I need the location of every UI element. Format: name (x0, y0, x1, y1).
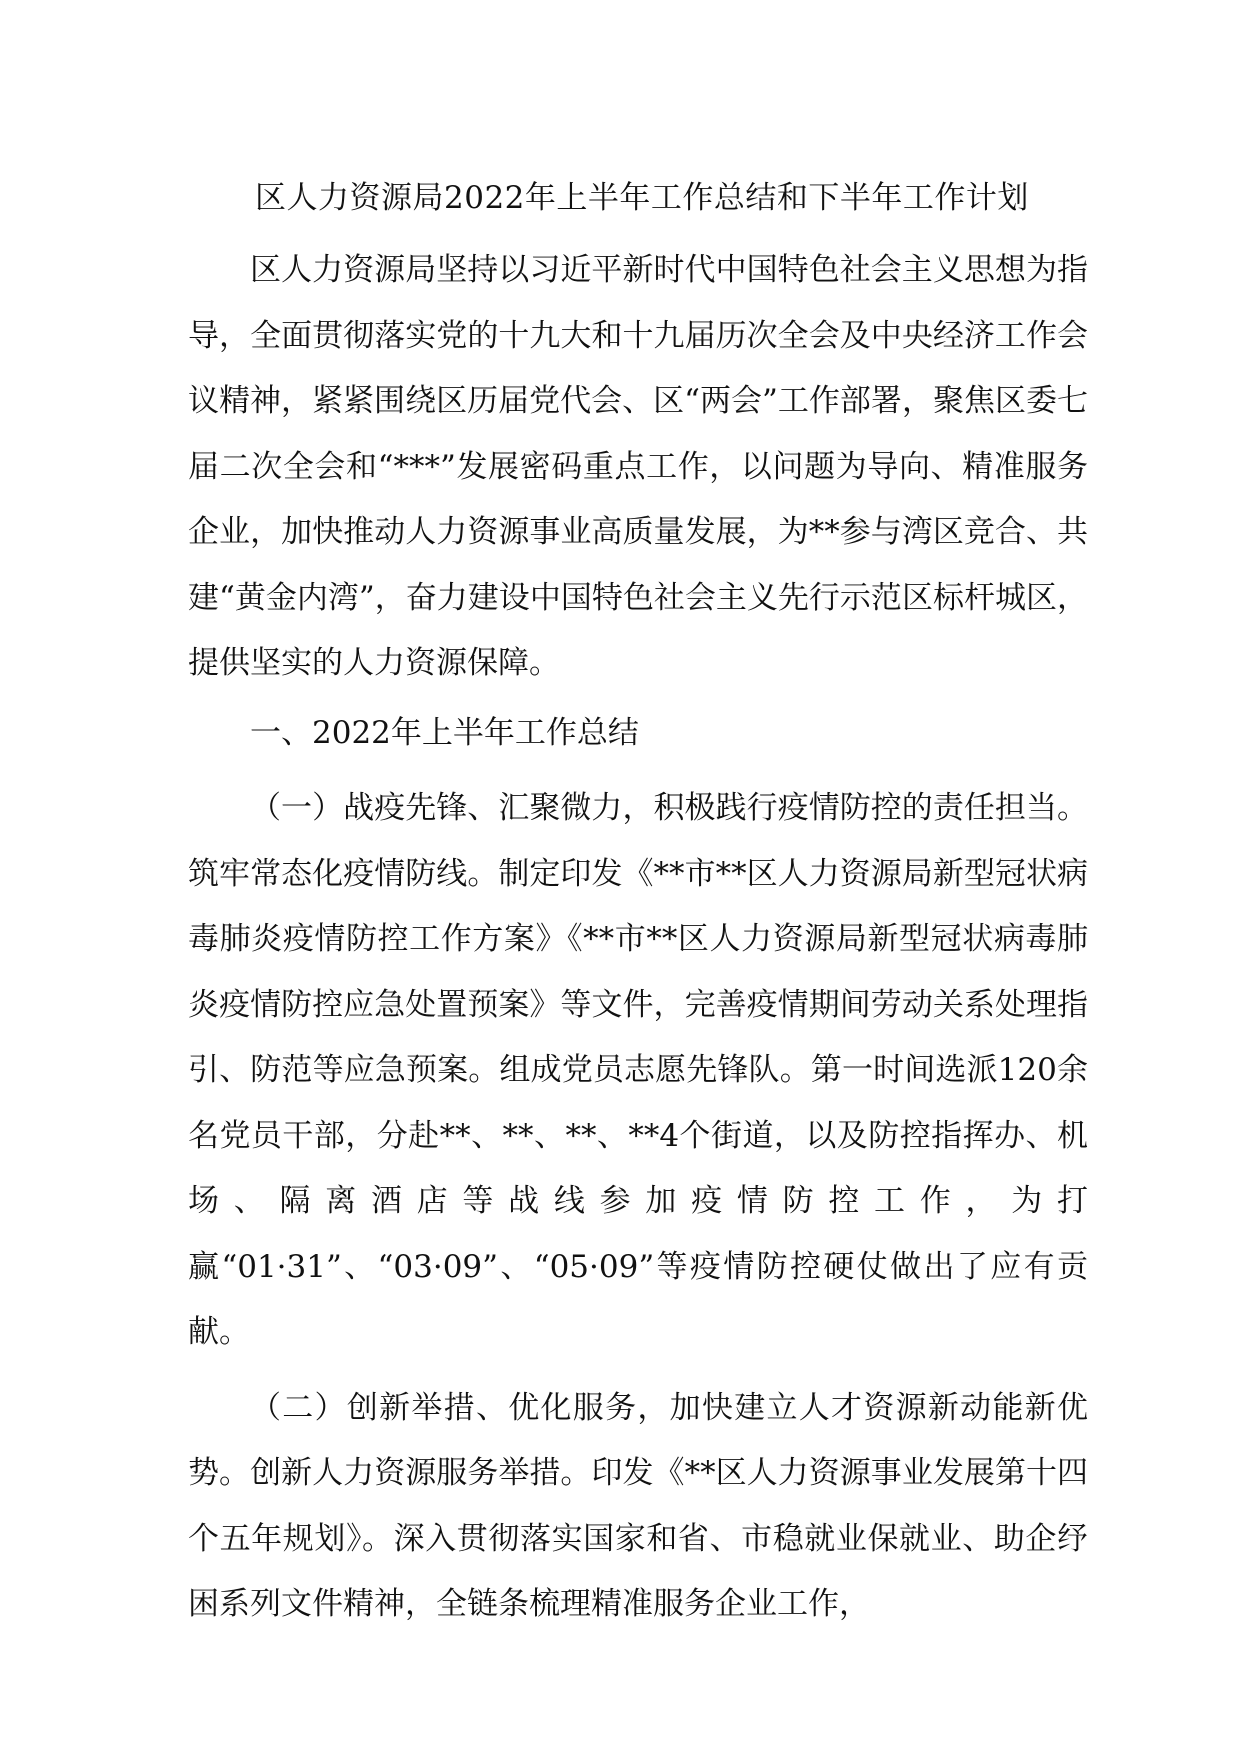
document-title: 区人力资源局2022年上半年工作总结和下半年工作计划 (255, 180, 1029, 216)
intro-paragraph: 区人力资源局坚持以习近平新时代中国特色社会主义思想为指导，全面贯彻落实党的十九大和十九届历次全会及中央经济工作会议精神，紧紧围绕区历届党代会、区“两会”工作部署，聚焦区委七届二次全会和“***”发展密码重点工作，以问题为导向、精准服务企业，加快推动人力资源事业高质量发展，为**参与湾区竞合、共建“黄金内湾”，奋力建设中国特色社会主义先行示范区标杆城区，提供坚实的人力资源保障。 (188, 252, 1088, 681)
subsection-paragraph-2: （二）创新举措、优化服务，加快建立人才资源新动能新优势。创新人力资源服务举措。印发《**区人力资源事业发展第十四个五年规划》。深入贯彻落实国家和省、市稳就业保就业、助企纾困系列文件精神，全链条梳理精准服务企业工作， (188, 1389, 1088, 1622)
section-heading: 一、2022年上半年工作总结 (250, 714, 639, 751)
subsection-paragraph-1: （一）战疫先锋、汇聚微力，积极践行疫情防控的责任担当。筑牢常态化疫情防线。制定印发《**市**区人力资源局新型冠状病毒肺炎疫情防控工作方案》《**市**区人力资源局新型冠状病毒肺炎疫情防控应急处置预案》等文件，完善疫情期间劳动关系处理指引、防范等应急预案。组成党员志愿先锋队。第一时间选派120余名党员干部，分赴**、**、**、**4个街道，以及防控指挥办、机场、隔离酒店等战线参加疫情防控工作，为打赢“01·31”、“03·09”、“05·09”等疫情防控硬仗做出了应有贡献。 (188, 790, 1088, 1350)
document-body (188, 238, 1088, 1638)
